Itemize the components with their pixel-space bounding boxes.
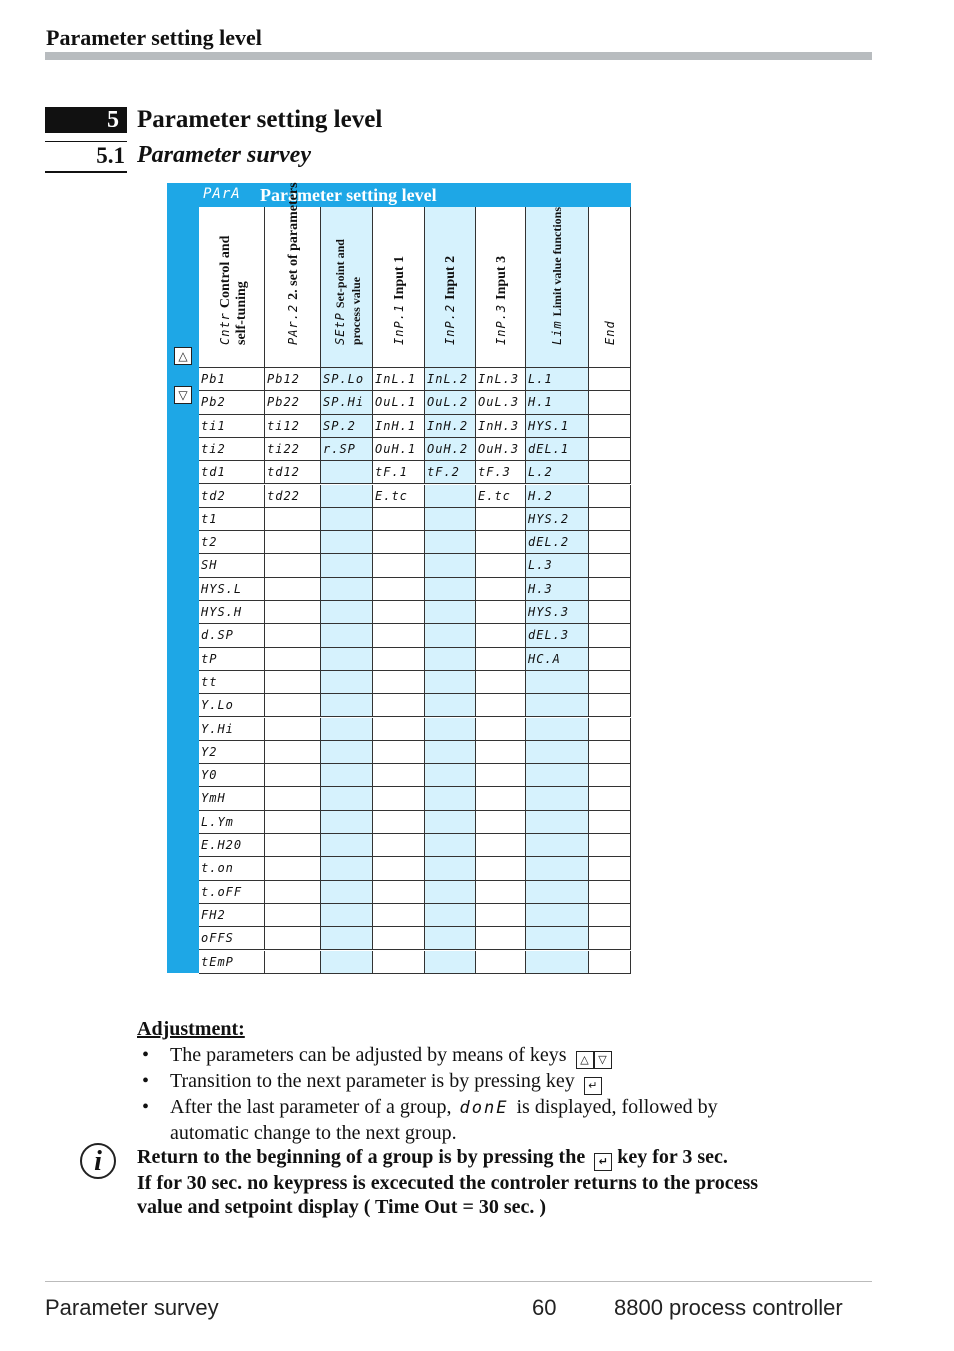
table-cell (373, 951, 425, 974)
header-rule (45, 52, 872, 60)
table-cell (589, 415, 631, 438)
table-cell (373, 578, 425, 601)
bullet-text-3 (170, 1095, 718, 1146)
table-cell (373, 554, 425, 577)
column-header-text (441, 256, 459, 345)
table-cell: SP.2 (321, 415, 373, 438)
table-cell (373, 694, 425, 717)
table-cell: t.oFF (199, 881, 265, 904)
subsection-title: Parameter survey (137, 142, 311, 168)
table-cell (425, 741, 476, 764)
table-cell (476, 554, 526, 577)
table-cell (373, 927, 425, 950)
table-cell (425, 904, 476, 927)
table-cell (321, 741, 373, 764)
down-key-icon: ▽ (594, 1051, 612, 1069)
table-cell (476, 834, 526, 857)
table-cell: HC.A (526, 648, 589, 671)
table-cell (373, 508, 425, 531)
column-header-3 (321, 207, 373, 368)
table-cell (476, 787, 526, 810)
table-cell: L.3 (526, 554, 589, 577)
enter-key-icon: ↵ (594, 1153, 612, 1171)
footer-rule (45, 1281, 872, 1282)
table-cell (476, 927, 526, 950)
table-cell (526, 927, 589, 950)
column-header-text (390, 256, 408, 345)
column-code: SEtP (332, 312, 347, 345)
table-cell: ti2 (199, 438, 265, 461)
table-cell: L.1 (526, 368, 589, 391)
column-code: Cntr (217, 312, 232, 345)
table-cell (321, 881, 373, 904)
table-cell: InL.1 (373, 368, 425, 391)
table-cell (265, 718, 321, 741)
table-cell: oFFS (199, 927, 265, 950)
column-code: End (602, 320, 617, 345)
table-cell (589, 578, 631, 601)
bullet-1-label: The parameters can be adjusted by means of keys (170, 1044, 567, 1066)
section-title: Parameter setting level (137, 106, 383, 133)
table-cell (425, 578, 476, 601)
table-cell (425, 881, 476, 904)
bullet-text-2 (170, 1069, 602, 1095)
table-cell (425, 624, 476, 647)
column-code: Lim (550, 320, 564, 345)
table-cell (476, 811, 526, 834)
table-cell (425, 927, 476, 950)
table-cell (589, 391, 631, 414)
table-cell (321, 764, 373, 787)
table-cell (589, 811, 631, 834)
table-cell (373, 857, 425, 880)
table-cell: ti22 (265, 438, 321, 461)
section-number: 5 (45, 107, 127, 133)
column-label-2: self-tuning (233, 281, 249, 345)
bullet-text-1 (170, 1043, 612, 1069)
table-cell (425, 718, 476, 741)
column-code: InP.2 (443, 303, 457, 345)
table-cell (321, 485, 373, 508)
column-header-2 (265, 182, 321, 368)
table-cell: InL.2 (425, 368, 476, 391)
table-cell (265, 741, 321, 764)
table-cell (526, 811, 589, 834)
table-cell: E.tc (476, 485, 526, 508)
table-cell (589, 904, 631, 927)
table-cell: Y.Lo (199, 694, 265, 717)
table-cell: HYS.L (199, 578, 265, 601)
table-cell (589, 508, 631, 531)
column-header-text (601, 320, 619, 345)
table-cell (425, 857, 476, 880)
up-key-icon: △ (576, 1051, 594, 1069)
table-cell (476, 951, 526, 974)
table-cell: HYS.1 (526, 415, 589, 438)
table-cell: td22 (265, 485, 321, 508)
table-cell (589, 718, 631, 741)
table-cell: td1 (199, 461, 265, 484)
table-cell (425, 648, 476, 671)
table-cell (265, 671, 321, 694)
bullet-marker: • (142, 1070, 150, 1092)
table-cell (321, 601, 373, 624)
table-cell: Y.Hi (199, 718, 265, 741)
table-cell (476, 508, 526, 531)
adjustment-title: Adjustment: (137, 1018, 245, 1040)
table-cell (476, 764, 526, 787)
table-cell (476, 881, 526, 904)
banner-code: PArA (203, 186, 241, 202)
column-header-6 (476, 207, 526, 368)
table-cell: t1 (199, 508, 265, 531)
table-cell: HYS.H (199, 601, 265, 624)
table-cell (321, 927, 373, 950)
table-cell (425, 601, 476, 624)
info-icon: i (80, 1143, 116, 1179)
table-cell: tEmP (199, 951, 265, 974)
table-cell (321, 694, 373, 717)
table-cell (589, 787, 631, 810)
table-cell (589, 438, 631, 461)
table-cell (589, 554, 631, 577)
info-note (137, 1145, 857, 1219)
table-cell (373, 741, 425, 764)
table-cell (589, 485, 631, 508)
column-label: Set-point and (332, 239, 347, 309)
table-cell: d.SP (199, 624, 265, 647)
table-cell (265, 508, 321, 531)
table-cell (589, 927, 631, 950)
table-cell (526, 951, 589, 974)
table-cell (425, 811, 476, 834)
bullet-3-label-b: is displayed, followed by (516, 1096, 718, 1118)
table-cell: dEL.2 (526, 531, 589, 554)
table-cell (265, 601, 321, 624)
table-cell (526, 718, 589, 741)
table-cell (526, 857, 589, 880)
table-cell: ti1 (199, 415, 265, 438)
table-cell: OuH.1 (373, 438, 425, 461)
table-cell: SP.Lo (321, 368, 373, 391)
column-label: Input 2 (443, 255, 458, 300)
table-cell (321, 787, 373, 810)
column-code: InP.3 (493, 303, 508, 345)
table-cell (589, 531, 631, 554)
table-cell (265, 857, 321, 880)
table-cell: r.SP (321, 438, 373, 461)
table-cell (321, 811, 373, 834)
table-cell (373, 648, 425, 671)
table-cell: OuH.2 (425, 438, 476, 461)
note-line-2: If for 30 sec. no keypress is excecuted the controler returns to the process (137, 1172, 759, 1194)
table-cell (373, 624, 425, 647)
table-cell (589, 881, 631, 904)
footer-product: 8800 process controller (614, 1295, 843, 1320)
table-cell (265, 951, 321, 974)
table-cell (425, 508, 476, 531)
bullet-marker: • (142, 1096, 150, 1118)
table-cell (589, 741, 631, 764)
table-cell (589, 648, 631, 671)
table-cell (321, 578, 373, 601)
table-cell (476, 624, 526, 647)
table-cell (373, 787, 425, 810)
table-cell: E.H20 (199, 834, 265, 857)
table-cell: tF.1 (373, 461, 425, 484)
table-cell (373, 811, 425, 834)
column-label: 2. set of parameters (285, 182, 301, 300)
table-cell (321, 857, 373, 880)
table-cell (589, 694, 631, 717)
column-header-8 (589, 207, 631, 368)
table-cell (476, 741, 526, 764)
table-cell: H.1 (526, 391, 589, 414)
table-cell (589, 601, 631, 624)
column-header-text (331, 239, 349, 345)
table-cell (321, 624, 373, 647)
table-cell: tF.3 (476, 461, 526, 484)
table-cell (589, 368, 631, 391)
column-header-text (347, 277, 365, 345)
column-code: PAr.2 (285, 303, 300, 345)
table-cell: L.Ym (199, 811, 265, 834)
table-cell (321, 648, 373, 671)
table-cell (425, 531, 476, 554)
table-cell (589, 671, 631, 694)
footer-section: Parameter survey (45, 1295, 219, 1320)
table-cell: InH.1 (373, 415, 425, 438)
table-cell: tP (199, 648, 265, 671)
table-cell (526, 671, 589, 694)
table-cell (265, 881, 321, 904)
table-cell: Pb1 (199, 368, 265, 391)
column-label-2: process value (348, 276, 363, 345)
table-cell (476, 904, 526, 927)
table-cell: OuL.2 (425, 391, 476, 414)
table-cell: t.on (199, 857, 265, 880)
table-cell (425, 694, 476, 717)
table-cell: td12 (265, 461, 321, 484)
table-cell: E.tc (373, 485, 425, 508)
table-cell (476, 694, 526, 717)
down-key-icon: ▽ (174, 386, 192, 404)
table-cell (321, 671, 373, 694)
table-cell: InH.3 (476, 415, 526, 438)
banner-label: Parameter setting level (260, 185, 437, 205)
table-cell: InH.2 (425, 415, 476, 438)
table-cell (265, 648, 321, 671)
table-cell: Pb12 (265, 368, 321, 391)
bullet-marker: • (142, 1044, 150, 1066)
column-header-text (548, 207, 566, 345)
column-header-7 (526, 207, 589, 368)
table-cell: L.2 (526, 461, 589, 484)
table-cell: YmH (199, 787, 265, 810)
table-cell (265, 787, 321, 810)
table-banner (167, 183, 631, 207)
column-label: Input 3 (493, 255, 509, 300)
table-cell (589, 624, 631, 647)
column-header-text (232, 281, 250, 345)
table-cell (321, 834, 373, 857)
table-side-strip (167, 207, 199, 973)
table-cell (373, 601, 425, 624)
table-cell: H.3 (526, 578, 589, 601)
column-header-text (492, 256, 510, 345)
table-cell (476, 531, 526, 554)
table-cell: SH (199, 554, 265, 577)
table-cell (265, 927, 321, 950)
column-header-4 (373, 207, 425, 368)
table-cell (425, 554, 476, 577)
note-line-3: value and setpoint display ( Time Out = 30 sec. ) (137, 1196, 547, 1218)
table-cell (425, 485, 476, 508)
table-cell: Y0 (199, 764, 265, 787)
table-cell (476, 601, 526, 624)
subsection-rule-bottom (45, 171, 127, 173)
table-cell (425, 671, 476, 694)
table-cell (425, 951, 476, 974)
table-cell (526, 741, 589, 764)
table-cell: OuH.3 (476, 438, 526, 461)
table-cell (589, 951, 631, 974)
table-cell: OuL.1 (373, 391, 425, 414)
table-cell: ti12 (265, 415, 321, 438)
parameter-table (167, 183, 631, 973)
table-cell (265, 694, 321, 717)
column-label: Input 1 (391, 255, 407, 300)
table-cell: Y2 (199, 741, 265, 764)
table-cell: HYS.3 (526, 601, 589, 624)
table-cell (589, 857, 631, 880)
column-header-text (216, 236, 234, 345)
table-cell (265, 764, 321, 787)
table-cell (321, 461, 373, 484)
table-cell (265, 624, 321, 647)
column-label: Limit value functions (550, 206, 564, 317)
table-cell (526, 834, 589, 857)
table-cell (321, 554, 373, 577)
table-cell: t2 (199, 531, 265, 554)
table-cell (526, 764, 589, 787)
table-cell (321, 531, 373, 554)
table-cell (526, 694, 589, 717)
table-cell (476, 578, 526, 601)
table-cell (373, 881, 425, 904)
table-cell (265, 578, 321, 601)
table-cell: tt (199, 671, 265, 694)
table-cell (373, 718, 425, 741)
column-label: Control and (217, 235, 233, 309)
table-cell (265, 834, 321, 857)
table-cell: OuL.3 (476, 391, 526, 414)
bullet-3-label-a: After the last parameter of a group, (170, 1096, 452, 1118)
table-cell (476, 648, 526, 671)
table-cell (476, 718, 526, 741)
table-cell (526, 787, 589, 810)
table-cell (589, 764, 631, 787)
table-cell: H.2 (526, 485, 589, 508)
subsection-rule-top (45, 141, 127, 142)
table-cell (265, 904, 321, 927)
table-cell (589, 834, 631, 857)
table-cell (373, 531, 425, 554)
table-cell: FH2 (199, 904, 265, 927)
note-line-1b: key for 3 sec. (617, 1146, 728, 1168)
table-cell (476, 857, 526, 880)
table-cell: td2 (199, 485, 265, 508)
page-number: 60 (532, 1295, 557, 1320)
table-cell (425, 834, 476, 857)
table-cell (425, 787, 476, 810)
table-cell (321, 951, 373, 974)
table-cell: dEL.1 (526, 438, 589, 461)
running-header-title: Parameter setting level (46, 25, 262, 50)
table-cell (373, 834, 425, 857)
column-header-1 (199, 207, 265, 368)
table-cell (321, 904, 373, 927)
table-cell (526, 881, 589, 904)
table-cell: InL.3 (476, 368, 526, 391)
table-cell (526, 904, 589, 927)
bullet-3-label-c: automatic change to the next group. (170, 1122, 457, 1144)
table-cell (321, 508, 373, 531)
note-line-1a: Return to the beginning of a group is by pressing the (137, 1146, 586, 1168)
subsection-number: 5.1 (96, 143, 125, 168)
up-key-icon: △ (174, 347, 192, 365)
table-cell (476, 671, 526, 694)
table-cell (373, 764, 425, 787)
table-cell (589, 461, 631, 484)
column-header-text (284, 182, 302, 345)
table-cell: Pb2 (199, 391, 265, 414)
enter-key-icon: ↵ (584, 1077, 602, 1095)
table-cell (265, 811, 321, 834)
table-cell (265, 554, 321, 577)
table-cell (373, 904, 425, 927)
table-cell (373, 671, 425, 694)
table-cell: SP.Hi (321, 391, 373, 414)
table-cell: tF.2 (425, 461, 476, 484)
table-cell (425, 764, 476, 787)
column-header-5 (425, 207, 476, 368)
done-display-code: donE (459, 1098, 509, 1118)
table-cell: HYS.2 (526, 508, 589, 531)
table-cell: dEL.3 (526, 624, 589, 647)
bullet-2-label: Transition to the next parameter is by pressing key (170, 1070, 575, 1092)
table-cell: Pb22 (265, 391, 321, 414)
table-cell (321, 718, 373, 741)
table-cell (265, 531, 321, 554)
column-code: InP.1 (391, 303, 406, 345)
